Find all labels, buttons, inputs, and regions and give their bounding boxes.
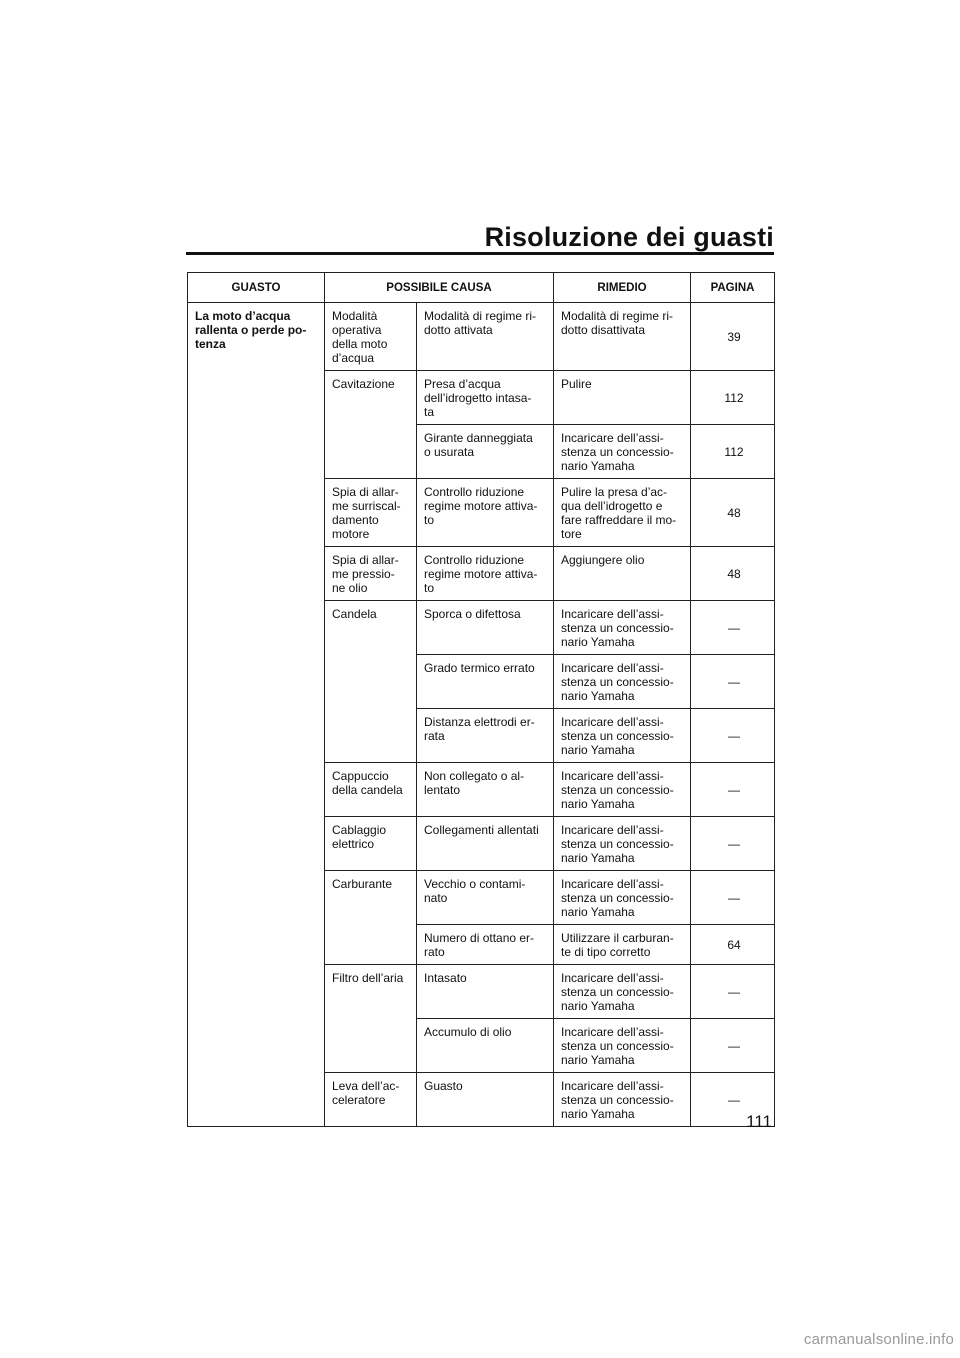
page-ref-cell: —: [691, 1019, 775, 1073]
column-header-cause: POSSIBILE CAUSA: [325, 273, 554, 303]
table-body: [188, 303, 775, 1127]
detail-cell: Presa d’acqua dell’idrogetto intasa- ta: [417, 371, 554, 425]
cause-cell: Filtro dell’aria: [325, 965, 417, 1073]
table-header-row: [188, 273, 775, 303]
detail-cell: Non collegato o al- lentato: [417, 763, 554, 817]
remedy-cell: Incaricare dell’assi- stenza un concessio- nario Yamaha: [554, 817, 691, 871]
detail-cell: Accumulo di olio: [417, 1019, 554, 1073]
detail-cell: Intasato: [417, 965, 554, 1019]
fault-cell: La moto d’acqua rallenta o perde po- tenza: [188, 303, 325, 1127]
detail-cell: Distanza elettrodi er- rata: [417, 709, 554, 763]
cause-cell: Spia di allar- me pressio- ne olio: [325, 547, 417, 601]
cause-cell: Candela: [325, 601, 417, 763]
detail-cell: Controllo riduzione regime motore attiva- to: [417, 479, 554, 547]
remedy-cell: Incaricare dell’assi- stenza un concessio- nario Yamaha: [554, 871, 691, 925]
remedy-cell: Incaricare dell’assi- stenza un concessio- nario Yamaha: [554, 965, 691, 1019]
page-ref-cell: 39: [691, 303, 775, 371]
detail-cell: Guasto: [417, 1073, 554, 1127]
cause-cell: Modalità operativa della moto d’acqua: [325, 303, 417, 371]
remedy-cell: Utilizzare il carburan- te di tipo corretto: [554, 925, 691, 965]
detail-cell: Controllo riduzione regime motore attiva- to: [417, 547, 554, 601]
cause-cell: Leva dell’ac- celeratore: [325, 1073, 417, 1127]
title-rule: [186, 252, 774, 255]
detail-cell: Sporca o difettosa: [417, 601, 554, 655]
remedy-cell: Modalità di regime ri- dotto disattivata: [554, 303, 691, 371]
remedy-cell: Incaricare dell’assi- stenza un concessio- nario Yamaha: [554, 655, 691, 709]
page-ref-cell: 112: [691, 371, 775, 425]
remedy-cell: Aggiungere olio: [554, 547, 691, 601]
cause-cell: Cablaggio elettrico: [325, 817, 417, 871]
page-title: Risoluzione dei guasti: [484, 222, 774, 252]
detail-cell: Girante danneggiata o usurata: [417, 425, 554, 479]
watermark: carmanualsonline.info: [803, 1331, 954, 1348]
detail-cell: Modalità di regime ri- dotto attivata: [417, 303, 554, 371]
page-ref-cell: 64: [691, 925, 775, 965]
detail-cell: Vecchio o contami- nato: [417, 871, 554, 925]
cause-cell: Cappuccio della candela: [325, 763, 417, 817]
page-ref-cell: 48: [691, 547, 775, 601]
page-ref-cell: 112: [691, 425, 775, 479]
remedy-cell: Incaricare dell’assi- stenza un concessio- nario Yamaha: [554, 425, 691, 479]
table-row: [188, 303, 775, 371]
remedy-cell: Incaricare dell’assi- stenza un concessio- nario Yamaha: [554, 1019, 691, 1073]
remedy-cell: Incaricare dell’assi- stenza un concessio- nario Yamaha: [554, 763, 691, 817]
column-header-fault: GUASTO: [188, 273, 325, 303]
page-ref-cell: 48: [691, 479, 775, 547]
page-ref-cell: —: [691, 763, 775, 817]
detail-cell: Collegamenti allentati: [417, 817, 554, 871]
remedy-cell: Incaricare dell’assi- stenza un concessio- nario Yamaha: [554, 709, 691, 763]
page-ref-cell: —: [691, 871, 775, 925]
detail-cell: Grado termico errato: [417, 655, 554, 709]
page-ref-cell: —: [691, 965, 775, 1019]
cause-cell: Spia di allar- me surriscal- damento motore: [325, 479, 417, 547]
detail-cell: Numero di ottano er- rato: [417, 925, 554, 965]
page-ref-cell: —: [691, 709, 775, 763]
column-header-page: PAGINA: [691, 273, 775, 303]
remedy-cell: Incaricare dell’assi- stenza un concessio- nario Yamaha: [554, 601, 691, 655]
remedy-cell: Pulire la presa d’ac- qua dell’idrogetto e fare raffreddare il mo- tore: [554, 479, 691, 547]
page-ref-cell: —: [691, 817, 775, 871]
page-ref-cell: —: [691, 1073, 775, 1127]
column-header-remedy: RIMEDIO: [554, 273, 691, 303]
page-ref-cell: —: [691, 601, 775, 655]
remedy-cell: Incaricare dell’assi- stenza un concessio- nario Yamaha: [554, 1073, 691, 1127]
page-ref-cell: —: [691, 655, 775, 709]
cause-cell: Cavitazione: [325, 371, 417, 479]
troubleshooting-table: [187, 272, 775, 1127]
page-number: 111: [746, 1112, 772, 1131]
remedy-cell: Pulire: [554, 371, 691, 425]
cause-cell: Carburante: [325, 871, 417, 965]
